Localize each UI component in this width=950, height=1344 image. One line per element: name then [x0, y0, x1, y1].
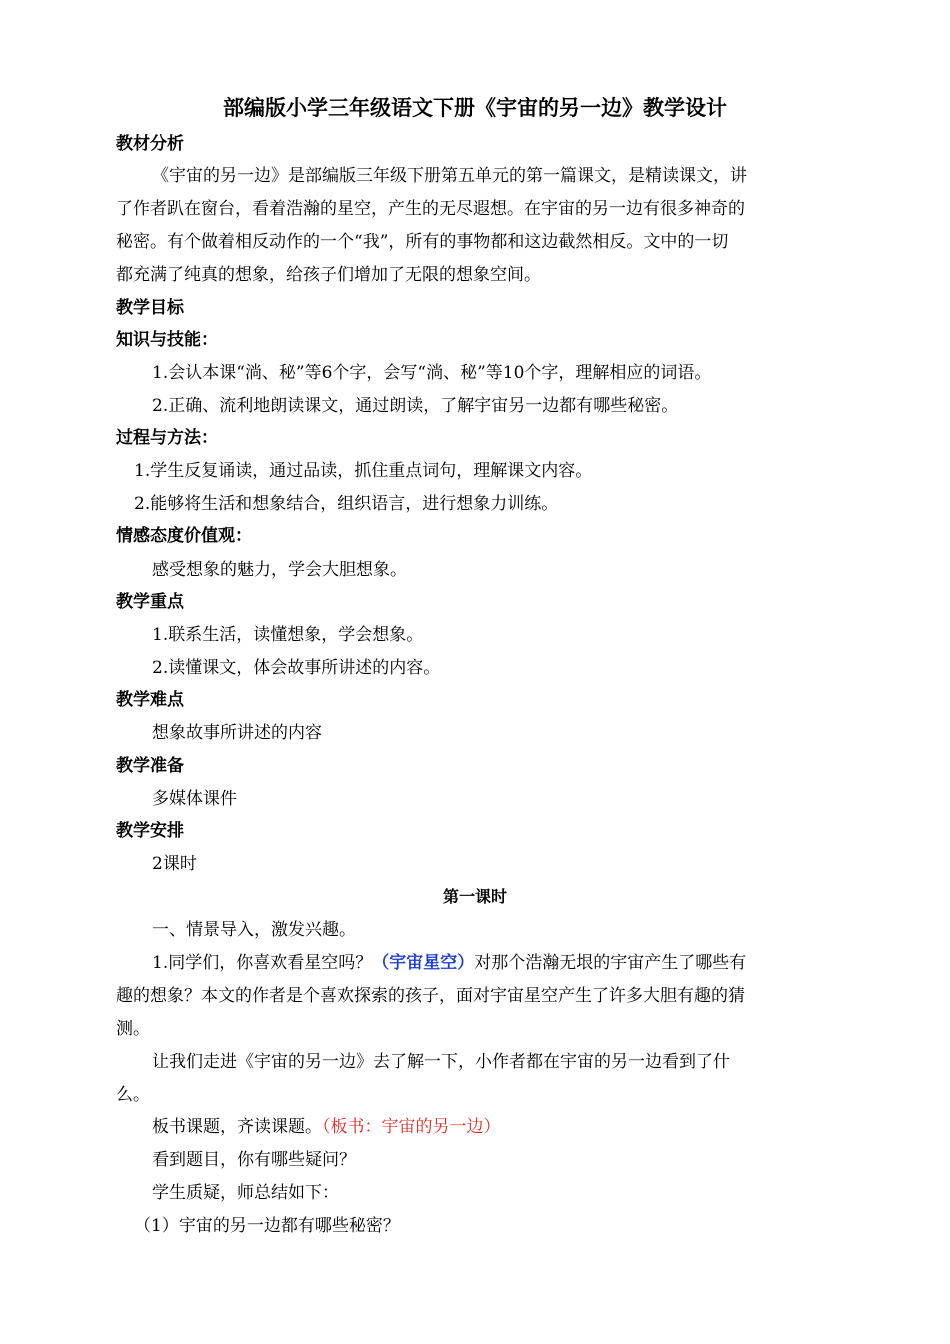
knowledge-heading: 知识与技能：: [116, 330, 218, 350]
prep-heading: 教学准备: [116, 756, 184, 776]
analysis-line: 都充满了纯真的想象，给孩子们增加了无限的想象空间。: [116, 265, 541, 285]
analysis-heading: 教材分析: [116, 134, 184, 154]
emotion-text: 感受想象的魅力，学会大胆想象。: [152, 560, 407, 580]
process-heading: 过程与方法：: [116, 428, 218, 448]
document-title: 部编版小学三年级语文下册《宇宙的另一边》教学设计: [223, 96, 727, 120]
summary-prompt: 学生质疑，师总结如下：: [152, 1183, 339, 1203]
analysis-line: 秘密。有个做着相反动作的一个“我”，所有的事物都和这边截然相反。文中的一切: [116, 232, 729, 252]
intro-text: 对那个浩瀚无垠的宇宙产生了哪些有: [474, 953, 747, 973]
highlight-label: （宇宙星空）: [372, 953, 475, 973]
process-item: 1.学生反复诵读，通过品读，抓住重点词句，理解课文内容。: [134, 461, 593, 481]
prep-text: 多媒体课件: [152, 789, 237, 809]
intro-paragraph-1-line-3: 测。: [116, 1019, 150, 1039]
intro-paragraph-2: 让我们走进《宇宙的另一边》去了解一下，小作者都在宇宙的另一边看到了什: [152, 1052, 730, 1072]
analysis-line: 《宇宙的另一边》是部编版三年级下册第五单元的第一篇课文，是精读课文，讲: [152, 166, 747, 186]
key-item: 1.联系生活，读懂想象，学会想象。: [152, 625, 424, 645]
analysis-line: 了作者趴在窗台，看着浩瀚的星空，产生的无尽遐想。在宇宙的另一边有很多神奇的: [116, 199, 745, 219]
intro-paragraph-1: [116, 947, 872, 979]
question-prompt: 看到题目，你有哪些疑问？: [152, 1150, 356, 1170]
board-line: [116, 1111, 872, 1143]
intro-paragraph-1-line-2: 趣的想象？本文的作者是个喜欢探索的孩子，面对宇宙星空产生了许多大胆有趣的猜: [116, 986, 745, 1006]
schedule-heading: 教学安排: [116, 821, 184, 841]
difficulty-heading: 教学难点: [116, 690, 184, 710]
intro-paragraph-2-line-2: 么。: [116, 1085, 150, 1105]
schedule-text: 2课时: [152, 854, 197, 874]
knowledge-item: 1.会认本课“淌、秘”等6个字，会写“淌、秘”等10个字，理解相应的词语。: [152, 363, 712, 383]
key-item: 2.读懂课文，体会故事所讲述的内容。: [152, 658, 441, 678]
key-heading: 教学重点: [116, 592, 184, 612]
goals-heading: 教学目标: [116, 298, 184, 318]
board-note: （板书：宇宙的另一边）: [322, 1117, 501, 1137]
process-item: 2.能够将生活和想象结合，组织语言，进行想象力训练。: [134, 494, 559, 514]
difficulty-text: 想象故事所讲述的内容: [152, 723, 322, 743]
knowledge-item: 2.正确、流利地朗读课文，通过朗读，了解宇宙另一边都有哪些秘密。: [152, 396, 679, 416]
board-text: 板书课题，齐读课题。: [152, 1117, 322, 1137]
lesson-1-heading: 第一课时: [442, 887, 507, 906]
intro-heading: 一、情景导入，激发兴趣。: [152, 920, 356, 940]
emotion-heading: 情感态度价值观：: [116, 526, 252, 546]
question-item: （1）宇宙的另一边都有哪些秘密？: [134, 1216, 400, 1236]
intro-text: 1.同学们，你喜欢看星空吗？: [152, 953, 373, 973]
